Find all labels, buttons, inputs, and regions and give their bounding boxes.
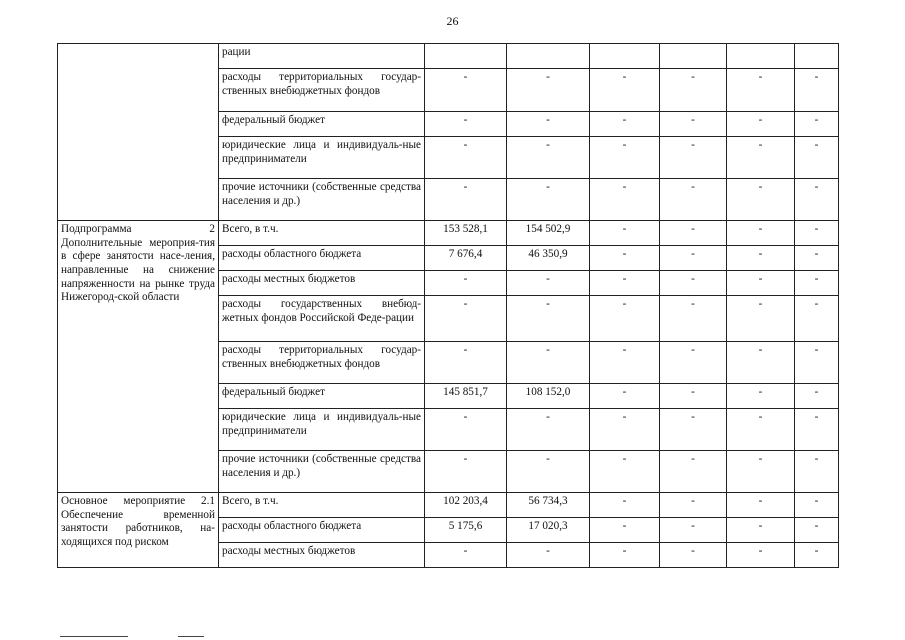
value-cell-col5: - <box>727 296 795 342</box>
value-cell-col4: - <box>660 543 727 568</box>
value-cell-col3: - <box>590 451 660 493</box>
table-row <box>58 221 839 246</box>
value-cell-col5: - <box>727 112 795 137</box>
program-cell: Подпрограмма 2 Дополнительные мероприя-тия в сфере занятости насе-ления, направленные на снижение напряженности на рынке труда Нижегород-ской области <box>58 221 219 493</box>
value-cell-col2: 17 020,3 <box>507 518 590 543</box>
value-cell-col3: - <box>590 137 660 179</box>
funding-source-cell: прочие источники (собственные средства населения и др.) <box>219 179 425 221</box>
funding-source-cell: Всего, в т.ч. <box>219 493 425 518</box>
value-cell-col1: - <box>425 543 507 568</box>
value-cell-col2: - <box>507 409 590 451</box>
funding-source-cell: Всего, в т.ч. <box>219 221 425 246</box>
value-cell-col5: - <box>727 518 795 543</box>
value-cell-col2 <box>507 44 590 69</box>
funding-source-cell: расходы территориальных государ-ственных внебюджетных фондов <box>219 69 425 112</box>
funding-source-cell: расходы территориальных государ-ственных внебюджетных фондов <box>219 342 425 384</box>
value-cell-col1: 153 528,1 <box>425 221 507 246</box>
value-cell-col5: - <box>727 451 795 493</box>
value-cell-col3 <box>590 44 660 69</box>
value-cell-col5: - <box>727 493 795 518</box>
value-cell-col4 <box>660 44 727 69</box>
value-cell-col3: - <box>590 518 660 543</box>
value-cell-col2: - <box>507 271 590 296</box>
value-cell-col4: - <box>660 493 727 518</box>
value-cell-col1: 145 851,7 <box>425 384 507 409</box>
value-cell-col5: - <box>727 409 795 451</box>
funding-source-cell: расходы областного бюджета <box>219 518 425 543</box>
value-cell-col4: - <box>660 409 727 451</box>
value-cell-col6: - <box>795 384 839 409</box>
program-cell: Основное мероприятие 2.1 Обеспечение временной занятости работников, на-ходящихся под риском <box>58 493 219 568</box>
value-cell-col3: - <box>590 179 660 221</box>
value-cell-col1: - <box>425 112 507 137</box>
funding-source-cell: расходы местных бюджетов <box>219 543 425 568</box>
value-cell-col1: - <box>425 409 507 451</box>
value-cell-col1: - <box>425 69 507 112</box>
value-cell-col4: - <box>660 112 727 137</box>
value-cell-col3: - <box>590 409 660 451</box>
value-cell-col2: - <box>507 451 590 493</box>
value-cell-col6: - <box>795 246 839 271</box>
table-body <box>58 44 839 568</box>
value-cell-col5: - <box>727 384 795 409</box>
value-cell-col6: - <box>795 179 839 221</box>
value-cell-col1: 102 203,4 <box>425 493 507 518</box>
value-cell-col3: - <box>590 384 660 409</box>
funding-source-cell: юридические лица и индивидуаль-ные предприниматели <box>219 137 425 179</box>
value-cell-col2: - <box>507 296 590 342</box>
value-cell-col6: - <box>795 493 839 518</box>
value-cell-col1: 7 676,4 <box>425 246 507 271</box>
value-cell-col3: - <box>590 221 660 246</box>
value-cell-col2: - <box>507 69 590 112</box>
value-cell-col5: - <box>727 543 795 568</box>
value-cell-col1: - <box>425 342 507 384</box>
value-cell-col1 <box>425 44 507 69</box>
value-cell-col3: - <box>590 342 660 384</box>
value-cell-col2: 154 502,9 <box>507 221 590 246</box>
funding-source-cell: прочие источники (собственные средства населения и др.) <box>219 451 425 493</box>
table-row <box>58 44 839 69</box>
table-row <box>58 493 839 518</box>
funding-source-cell: федеральный бюджет <box>219 384 425 409</box>
funding-source-cell: рации <box>219 44 425 69</box>
value-cell-col5 <box>727 44 795 69</box>
value-cell-col2: 56 734,3 <box>507 493 590 518</box>
scan-edge-marks <box>0 632 905 640</box>
value-cell-col4: - <box>660 342 727 384</box>
value-cell-col2: - <box>507 112 590 137</box>
value-cell-col6: - <box>795 221 839 246</box>
value-cell-col4: - <box>660 137 727 179</box>
value-cell-col6: - <box>795 137 839 179</box>
value-cell-col3: - <box>590 69 660 112</box>
value-cell-col4: - <box>660 221 727 246</box>
value-cell-col1: - <box>425 179 507 221</box>
value-cell-col6: - <box>795 543 839 568</box>
value-cell-col6: - <box>795 342 839 384</box>
value-cell-col6: - <box>795 518 839 543</box>
value-cell-col6 <box>795 44 839 69</box>
value-cell-col1: 5 175,6 <box>425 518 507 543</box>
value-cell-col5: - <box>727 137 795 179</box>
value-cell-col2: - <box>507 543 590 568</box>
funding-source-cell: расходы областного бюджета <box>219 246 425 271</box>
value-cell-col2: - <box>507 137 590 179</box>
value-cell-col5: - <box>727 246 795 271</box>
value-cell-col3: - <box>590 296 660 342</box>
value-cell-col2: 46 350,9 <box>507 246 590 271</box>
value-cell-col5: - <box>727 342 795 384</box>
value-cell-col6: - <box>795 271 839 296</box>
value-cell-col3: - <box>590 543 660 568</box>
funding-source-cell: расходы государственных внебюд-жетных фондов Российской Феде-рации <box>219 296 425 342</box>
budget-table <box>57 43 839 568</box>
funding-source-cell: юридические лица и индивидуаль-ные предприниматели <box>219 409 425 451</box>
value-cell-col3: - <box>590 112 660 137</box>
value-cell-col4: - <box>660 451 727 493</box>
value-cell-col6: - <box>795 451 839 493</box>
value-cell-col4: - <box>660 246 727 271</box>
value-cell-col1: - <box>425 296 507 342</box>
value-cell-col3: - <box>590 246 660 271</box>
value-cell-col4: - <box>660 296 727 342</box>
value-cell-col1: - <box>425 137 507 179</box>
value-cell-col2: - <box>507 179 590 221</box>
value-cell-col4: - <box>660 518 727 543</box>
value-cell-col4: - <box>660 69 727 112</box>
value-cell-col5: - <box>727 221 795 246</box>
value-cell-col4: - <box>660 179 727 221</box>
value-cell-col1: - <box>425 271 507 296</box>
value-cell-col6: - <box>795 296 839 342</box>
value-cell-col1: - <box>425 451 507 493</box>
value-cell-col4: - <box>660 271 727 296</box>
value-cell-col3: - <box>590 271 660 296</box>
funding-source-cell: федеральный бюджет <box>219 112 425 137</box>
value-cell-col6: - <box>795 69 839 112</box>
page-number: 26 <box>446 14 459 28</box>
value-cell-col2: - <box>507 342 590 384</box>
program-cell <box>58 44 219 221</box>
value-cell-col6: - <box>795 409 839 451</box>
value-cell-col5: - <box>727 179 795 221</box>
value-cell-col5: - <box>727 271 795 296</box>
value-cell-col4: - <box>660 384 727 409</box>
value-cell-col6: - <box>795 112 839 137</box>
funding-source-cell: расходы местных бюджетов <box>219 271 425 296</box>
value-cell-col3: - <box>590 493 660 518</box>
value-cell-col5: - <box>727 69 795 112</box>
value-cell-col2: 108 152,0 <box>507 384 590 409</box>
